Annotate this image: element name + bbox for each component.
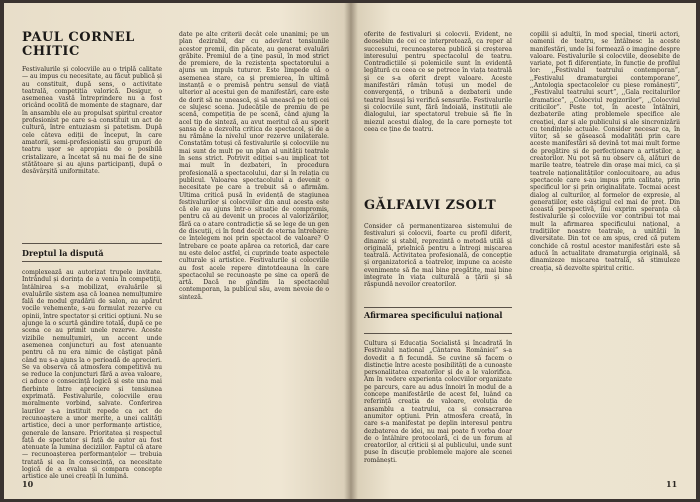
subhead-rule-top: [364, 307, 512, 308]
subhead-rule-bottom: [364, 333, 512, 334]
page-number-left: 10: [22, 479, 34, 489]
right-column-2: [530, 31, 680, 465]
right-text-mid: Consider că permanentizarea sistemului de festivaluri și colocvii, foarte cu profil diferit, dinamic și stabil, reprezintă o metodă utilă și originală, prielnică pentru a întregi mișcarea teatrală. Activitatea profesională, de concepție și organizatorică a teatrelor, impune ca aceste evenimente să fie mai bine pregătite, mai bine integrate în viața culturală a țării și să răspundă nevoilor creatorilor.: [364, 223, 512, 289]
section-title: Dreptul la dispută: [22, 248, 104, 258]
right-page: [350, 3, 696, 499]
page-number-right: 11: [666, 479, 678, 489]
body-column-1: [22, 269, 162, 481]
right-column-1-top: [364, 31, 512, 151]
left-page: [4, 3, 350, 499]
intro-column: [22, 66, 162, 238]
body-text-2: date pe alte criterii decât cele unanimi; pe un plan dezirabil, dar cu adevărat tensiunile acestor premii, din păcate, au generat evaluări grăbite. Premiul de a ține pasul, în mod strict de premiere, de la rezistența spectatorului a ajuns un impuls tuturor. Este limpede că o asemenea stare, ca și premierea, în ultimă instanță e o premisă pentru sensul de viață ulterior al acestui gen de manifestări, care este de dorit să ne unească, și să unească pe toți cei ce slujesc scena. Judecățile de premiu de pe scenă, competiția de pe scenă, când ajung la acel tip de sinteză, au avut meritul că au sporit șansa de a dezvolta critica de spectacol, și de a nu rămâne la nivelul unor rezerve unilaterale. Constatăm totuși că festivalurile și colocviile nu mai sunt de mult pe un plan al unității teatrale în sens strict. Potrivit ediției s-au implicat tot mai mult în dezbateri, în procedura profesională a spectacolului, dar și în relația cu publicul. Valoarea spectacolului a devenit o necesitate pe care a trebuit să o afirmăm. Ultima critică pusă în evidență de stagiunea festivalurilor și colocviilor din anul acesta este că ele au ajuns într-o situație de compromis, pentru că au devenit un proces al valorizărilor, fără ca o atare contradicție să se lege de un gen de discuții, ci în fond decât de eterna întrebare: ce înțelegem noi prin spectacol de valoare? O întrebare ce poate apărea ca retorică, dar care nu este deloc astfel, ci cuprinde toate aspectele culturale și artistice. Festivalurile și colocviile au fost acele repere dintotdeauna în care spectacolul se recunoaște pe sine ca operă de artă. Dacă ne gândim la spectacolul contemporan, la publicul său, avem nevoie de o sinteză.: [179, 31, 329, 301]
right-text-top: oferite de festivaluri și colocvii. Evident, ne deosebim de cei ce interpretează, ca reper al succesului, recunoașterea publică și creșterea interesului pentru spectacolul de teatru. Contradicțiile și polemicile sunt în evidentă legătură cu ceea ce se petrece în viața teatrală și ce s-a oferit drept valoare. Aceste manifestări rămân totuși un model de convergență, o tribună a dezbaterii unde teatrul însuși își verifică sensurile. Festivalurile și colocviile sunt, fără îndoială, instituții ale dialogului, iar spectatorul trebuie să fie în miezul acestui dialog, de la care pornește tot ceea ce ține de teatru.: [364, 31, 512, 133]
right-text-col2: copilii și adulții, în mod special, tinerii actori, oamenii de teatru, se întâlnesc la aceste manifestări, unde își formează o imagine despre valoare. Festivalurile și colocviile, deosebite de variate, pot fi diferențiate, în funcție de profilul lor: ,,Festivalul teatrului contemporan”, ,,Festivalul dramaturgiei contemporane”, ,,Antologia spectacolelor cu piese românești”, ,,Festivalul teatrului scurt”, ,,Gala recitalurilor dramatice”, ,,Colocviul regizorilor”, ,,Colocviul criticilor”. Peste tot, în aceste întâlniri, dezbaterile ating problemele specifice ale creației, dar și ale publicului și ale sincronizării cu tendințele actuale. Consider necesar ca, în viitor, să se găsească modalități prin care aceste manifestări să devină tot mai mult forme de pregătire și de perfecționare a artiștilor, a creatorilor. Nu pot să nu observ că, alături de marile teatre, teatrele din orașe mai mici, ca și teatrele naționalităților conlocuitoare, au adus spectacole care s-au impus prin calitate, prin specificul lor și prin originalitate. Tocmai acest dialog al culturilor, al formelor de expresie, al generațiilor, este câștigul cel mai de preț. Din această perspectivă, îmi exprim speranța că festivalurile și colocviile vor contribui tot mai mult la afirmarea specificului național, a tradițiilor noastre teatrale, a unității în diversitate. Din tot ce am spus, cred că putem conchide că rostul acestor manifestări este să aducă în actualitate dramaturgia originală, să dinamizeze mișcarea teatrală, să stimuleze creația, să dezvolte spiritul critic.: [530, 31, 680, 272]
author-heading-right: GĂLFALVI ZSOLT: [364, 198, 497, 213]
body-column-2: [179, 31, 329, 465]
body-text-1: complexează au autorizat trupele invitate. Intrândul și dorința de a venia în competiții, întâlnirea s-a mobilizat, evaluările și evaluările sistem așa că loanea nemulțumire fală de modul gradării de salon, au apărut vocile vehemente, s-au formulat rezerve cu opinii, între spectator și critici opțiuni. Nu se ajunge la o scurtă gândire totală, după ce pe scena ce au primit unele rezerve. Aceste vizibile nemulțumiri, un accent unde asemenea conjuncturi au fost atenuante pentru că nu era nimic de câștigat până când nu s-a ajuns la o perioadă de aprecieri. Se va observa că atmosfera competitivă nu se reduce la conjuncturi fără a avea valoare, ci aduce o consecință logică și este una mai fierbinte între apreciere și tensiunea exprimată. Festivalurile, colocviile erau moralmente vorbind, salvate. Conferirea laurilor s-a instituit repede ca act de recunoaștere a unor merite, a unei calități artistice, deci a unor performanțe artistice, generale de lansare. Prioritatea și respectul față de spectator și față de autor au fost atenuate la lumina deciziilor. Faptul că atare — recunoașterea performanțelor — trebuia tratată și ea în consecință, ca necesitate logică de a evalua și compara concepte artistice ale unei creații în lumină.: [22, 269, 162, 481]
intro-text: Festivalurile și colocviile au o triplă calitate — au impus cu necesitate, au făcut publică și au constituit, după sens, o activitate teatrală, competiția valorică. Desigur, o asemenea vastă întreprindere nu a fost oricând ocolită de momente de stagnare, dar în ansamblu ele au propulsat spiritul creator profesionist pe care s-a constituit un act de cultură, între entuziasm și patetism. După cele câteva ediții de început, în care amatorii, semi-profesioniștii sau grupuri de teatru ușor se apropiau de o posibilă cristalizare, a încetat să nu mai fie de sine stătătoare și au ajuns participanți, după o desăvârșită uniformitate.: [22, 66, 162, 176]
subhead-specific-national: Afirmarea specificului național: [364, 310, 503, 320]
right-text-bottom: Cultura și Educația Socialistă și încadrată în Festivalul național „Cântarea României” s-a dovedit a fi fecundă. Se cuvine să facem o distincție între aceste posibilități de a cunoaște personalitatea creatorilor și de a le valorifica. Am în vedere experiența colocviilor organizate pe parcurs, care au adus înnoiri în modul de a concepe manifestările de acest fel, luând ca referință creația de valoare, evoluția de ansamblu a teatrului, ca și consacrarea anumitor opțiuni. Prin atmosfera creată, în care s-a manifestat pe deplin interesul pentru dezbaterea de idei, nu mai poate fi vorba doar de o întâlnire protocolară, ci de un forum al creatorilor, al criticii și al publicului, unde sunt puse în discuție problemele majore ale scenei românești.: [364, 340, 512, 464]
author-heading-left: PAUL CORNEL CHITIC: [22, 30, 135, 59]
right-column-1-bottom: [364, 340, 512, 465]
right-column-1-mid: [364, 223, 512, 299]
magazine-spread: [4, 3, 696, 499]
spine-gutter: [344, 3, 358, 499]
section-rule-bottom: [22, 261, 162, 262]
section-rule-top: [22, 243, 162, 244]
